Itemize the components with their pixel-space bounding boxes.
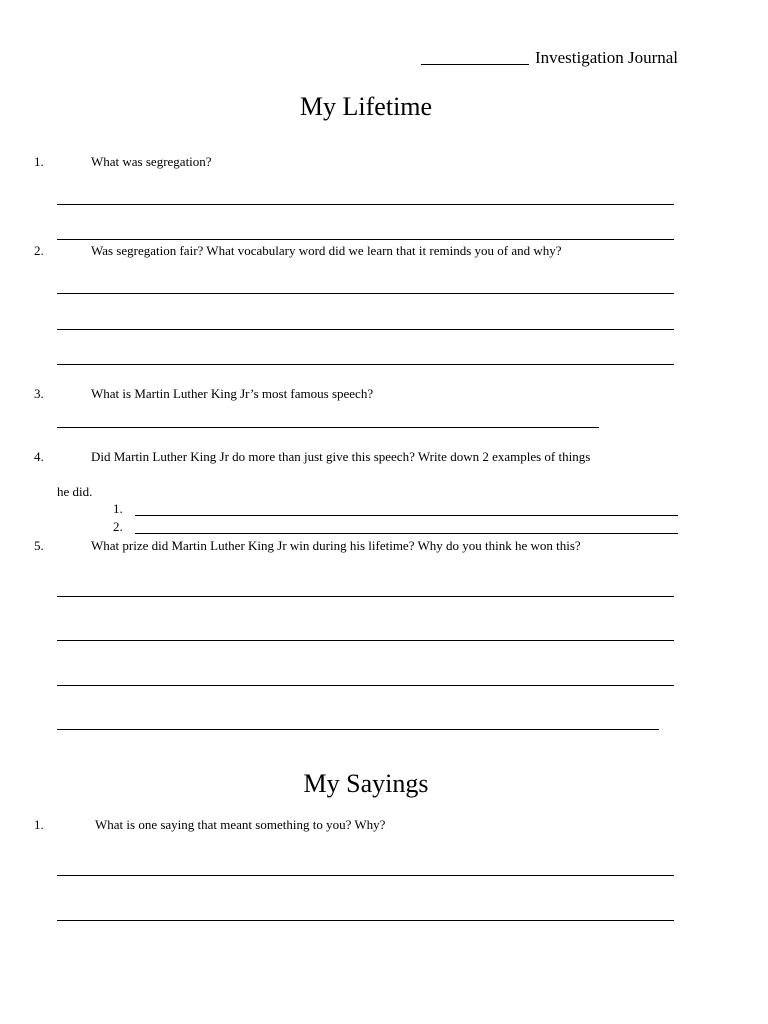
answer-line[interactable] bbox=[135, 533, 678, 534]
answer-line[interactable] bbox=[57, 596, 674, 597]
question-text-continued: he did. bbox=[57, 484, 93, 499]
answer-line[interactable] bbox=[57, 329, 674, 330]
question-text: What prize did Martin Luther King Jr win during his lifetime? Why do you think he won this? bbox=[91, 538, 581, 553]
answer-line[interactable] bbox=[135, 515, 678, 516]
question-number: 3. bbox=[34, 386, 44, 401]
answer-line[interactable] bbox=[57, 729, 659, 730]
answer-line[interactable] bbox=[57, 920, 674, 921]
answer-line[interactable] bbox=[57, 204, 674, 205]
section-title-my-sayings: My Sayings bbox=[303, 769, 429, 798]
answer-line[interactable] bbox=[57, 640, 674, 641]
answer-line[interactable] bbox=[57, 875, 674, 876]
question-number: 4. bbox=[34, 449, 44, 464]
answer-line[interactable] bbox=[57, 364, 674, 365]
answer-line[interactable] bbox=[57, 293, 674, 294]
answer-line[interactable] bbox=[57, 427, 599, 428]
answer-line[interactable] bbox=[57, 685, 674, 686]
question-text: What was segregation? bbox=[91, 154, 212, 169]
question-number: 1. bbox=[34, 154, 44, 169]
question-text: What is one saying that meant something to you? Why? bbox=[95, 817, 386, 832]
journal-header-label: Investigation Journal bbox=[534, 48, 678, 67]
answer-line[interactable] bbox=[57, 239, 674, 240]
question-number: 1. bbox=[34, 817, 44, 832]
sub-item-number: 1. bbox=[113, 501, 123, 516]
journal-header bbox=[421, 48, 678, 68]
question-number: 2. bbox=[34, 243, 44, 258]
question-number: 5. bbox=[34, 538, 44, 553]
section-title-my-lifetime: My Lifetime bbox=[299, 92, 433, 121]
question-text: What is Martin Luther King Jr’s most famous speech? bbox=[91, 386, 374, 401]
name-blank-line[interactable] bbox=[421, 64, 529, 65]
sub-item-number: 2. bbox=[113, 519, 123, 534]
question-text: Did Martin Luther King Jr do more than just give this speech? Write down 2 examples of things bbox=[91, 449, 591, 464]
question-text: Was segregation fair? What vocabulary word did we learn that it reminds you of and why? bbox=[91, 243, 562, 258]
